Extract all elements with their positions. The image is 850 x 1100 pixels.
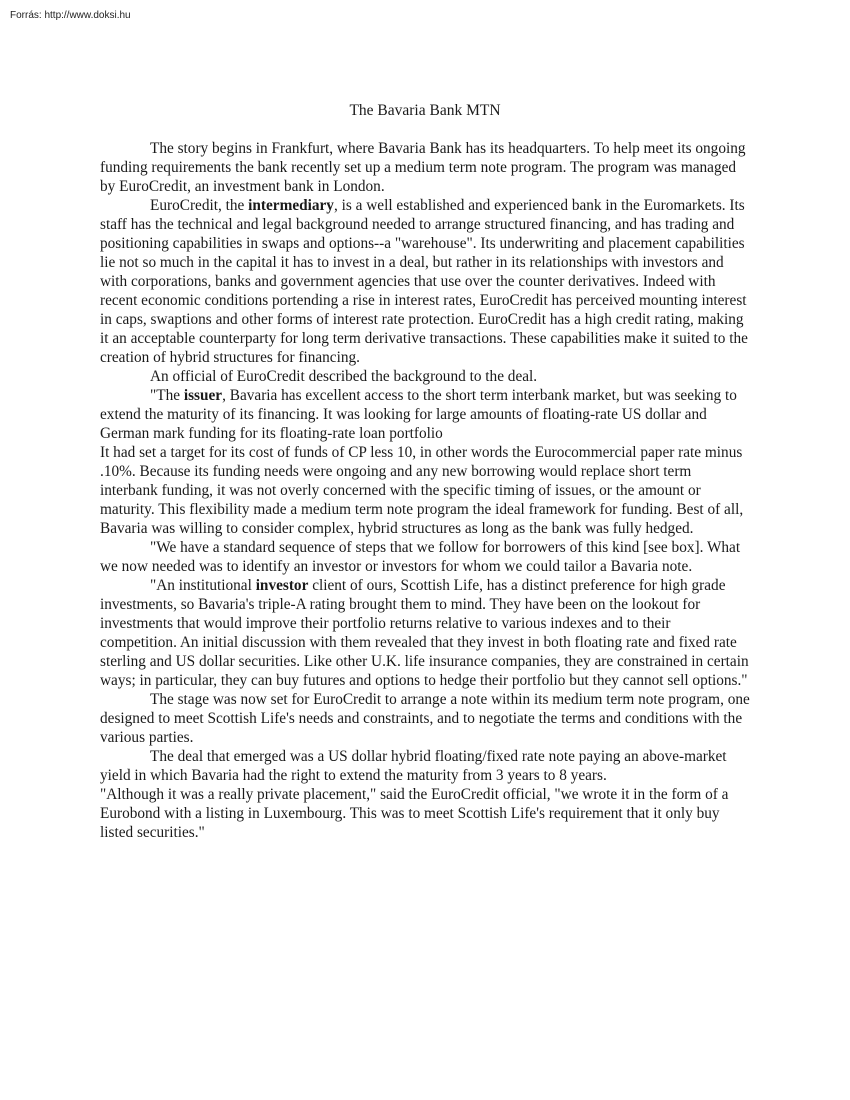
paragraph-text-after: , Bavaria has excellent access to the short term interbank market, but was seeking to extend the maturity of its financing. It was looking for large amounts of floating-rate US dollar and German mark funding for its floating-rate loan portfolio (100, 387, 737, 442)
paragraph-cost-of-funds (100, 443, 750, 538)
bold-term-issuer: issuer (183, 387, 223, 404)
paragraph-intermediary (100, 196, 750, 367)
paragraph-text-before: EuroCredit, the (150, 197, 249, 214)
paragraph-stage-set (100, 690, 750, 747)
paragraph-private-placement (100, 785, 750, 842)
paragraph-deal (100, 747, 750, 785)
paragraph-text: An official of EuroCredit described the background to the deal. (150, 368, 538, 385)
paragraph-text: It had set a target for its cost of funds of CP less 10, in other words the Eurocommercial paper rate minus .10%. Because its funding needs were ongoing and any new borrowing would replace short term interbank funding, it was not overly concerned with the specific timing of issues, or the amount or maturity. This flexibility made a medium term note program the ideal framework for funding. Best of all, Bavaria was willing to consider complex, hybrid structures as long as the bank was fully hedged. (100, 444, 744, 537)
document-title: The Bavaria Bank MTN (349, 102, 501, 119)
paragraph-text: The story begins in Frankfurt, where Bavaria Bank has its headquarters. To help meet its ongoing funding requirements the bank recently set up a medium term note program. The program was managed by EuroCredit, an investment bank in London. (100, 140, 746, 195)
document-page (100, 101, 750, 842)
paragraph-intro (100, 139, 750, 196)
paragraph-text-after: client of ours, Scottish Life, has a distinct preference for high grade investments, so Bavaria's triple-A rating brought them to mind. They have been on the lookout for investments that would improve their portfolio returns relative to various indexes and to their competition. An initial discussion with them revealed that they invest in both floating rate and fixed rate sterling and US dollar securities. Like other U.K. life insurance companies, they are constrained in certain ways; in particular, they can buy futures and options to hedge their portfolio but they cannot sell options." (100, 577, 749, 689)
paragraph-investor (100, 576, 750, 690)
document-body (100, 139, 750, 842)
paragraph-text: "We have a standard sequence of steps that we follow for borrowers of this kind [see box]. What we now needed was to identify an investor or investors for whom we could tailor a Bavaria note. (100, 539, 741, 575)
paragraph-text-before: "An institutional (150, 577, 256, 594)
bold-term-investor: investor (255, 577, 309, 594)
paragraph-text: The deal that emerged was a US dollar hybrid floating/fixed rate note paying an above-market yield in which Bavaria had the right to extend the maturity from 3 years to 8 years. (100, 748, 727, 784)
paragraph-text-after: , is a well established and experienced bank in the Euromarkets. Its staff has the technical and legal background needed to arrange structured financing, and has trading and positioning capabilities in swaps and options--a "warehouse". Its underwriting and placement capabilities lie not so much in the capital it has to invest in a deal, but rather in its relationships with investors and with corporations, banks and government agencies that use over the counter derivatives. Indeed with recent economic conditions portending a rise in interest rates, EuroCredit has perceived mounting interest in caps, swaptions and other forms of interest rate protection. EuroCredit has a high credit rating, making it an acceptable counterparty for long term derivative transactions. These capabilities make it suited to the creation of hybrid structures for financing. (100, 197, 748, 366)
paragraph-text: "Although it was a really private placement," said the EuroCredit official, "we wrote it in the form of a Eurobond with a listing in Luxembourg. This was to meet Scottish Life's requirement that it only buy listed securities." (100, 786, 729, 841)
paragraph-official (100, 367, 750, 386)
paragraph-text: The stage was now set for EuroCredit to arrange a note within its medium term note program, one designed to meet Scottish Life's needs and constraints, and to negotiate the terms and conditions with the various parties. (100, 691, 750, 746)
bold-term-intermediary: intermediary (248, 197, 334, 214)
paragraph-standard-sequence (100, 538, 750, 576)
source-note: Forrás: http://www.doksi.hu (10, 10, 131, 21)
paragraph-issuer (100, 386, 750, 443)
paragraph-text-before: "The (150, 387, 184, 404)
